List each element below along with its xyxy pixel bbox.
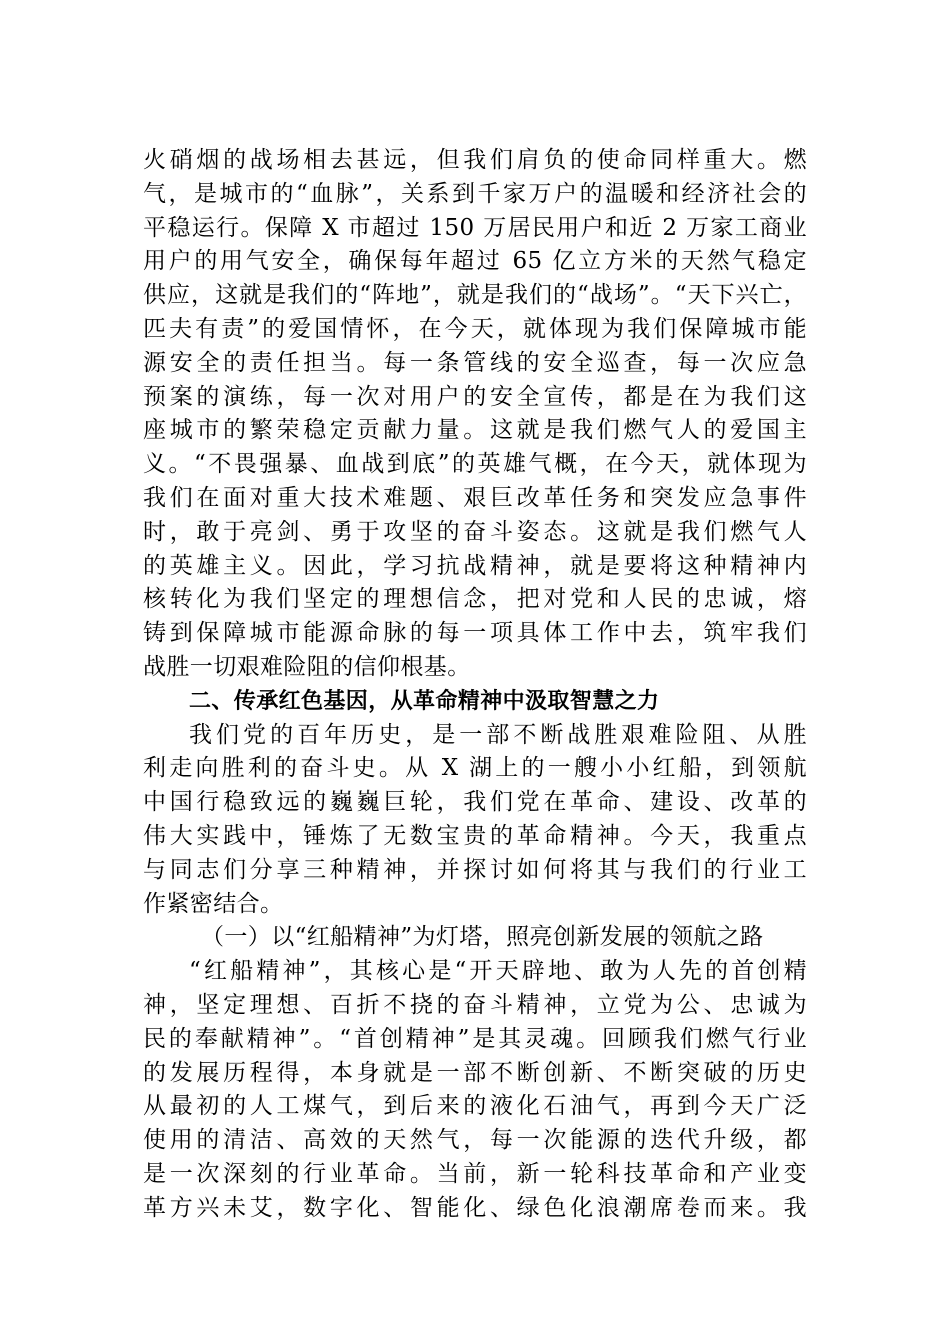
text-line: 与同志们分享三种精神，并探讨如何将其与我们的行业工: [143, 856, 807, 883]
text-line: 火硝烟的战场相去甚远，但我们肩负的使命同样重大。燃: [143, 147, 807, 173]
text-line: 铸到保障城市能源命脉的每一项具体工作中去，筑牢我们: [143, 620, 807, 647]
text-line: 民的奉献精神”。“首创精神”是其灵魂。回顾我们燃气行业: [143, 1025, 807, 1052]
text-line: 革方兴未艾，数字化、智能化、绿色化浪潮席卷而来。我: [143, 1194, 807, 1221]
paragraph-red-boat-spirit: [143, 955, 807, 1225]
text-line: “红船精神”，其核心是“开天辟地、敢为人先的首创精: [189, 958, 807, 985]
text-line: 源安全的责任担当。每一条管线的安全巡查，每一次应急: [143, 349, 807, 376]
text-line: 预案的演练，每一次对用户的安全宣传，都是在为我们这: [143, 383, 807, 410]
text-line: 中国行稳致远的巍巍巨轮，我们党在革命、建设、改革的: [143, 789, 807, 816]
text-line: 使用的清洁、高效的天然气，每一次能源的迭代升级，都: [143, 1127, 807, 1154]
text-line: 义。“不畏强暴、血战到底”的英雄气概，在今天，就体现为: [143, 451, 807, 478]
text-line: 的英雄主义。因此，学习抗战精神，就是要将这种精神内: [143, 552, 807, 579]
text-line: 供应，这就是我们的“阵地”，就是我们的“战场”。“天下兴亡，: [143, 282, 807, 309]
text-line: 伟大实践中，锤炼了无数宝贵的革命精神。今天，我重点: [143, 822, 807, 849]
text-line: 战胜一切艰难险阻的信仰根基。: [143, 653, 471, 680]
document-page: [143, 144, 807, 1226]
text-line: 座城市的繁荣稳定贡献力量。这就是我们燃气人的爱国主: [143, 417, 807, 444]
text-line: 我们在面对重大技术难题、艰巨改革任务和突发应急事件: [143, 484, 807, 511]
paragraph-continuation: [143, 144, 807, 685]
text-line: 核转化为我们坚定的理想信念，把对党和人民的忠诚，熔: [143, 586, 807, 613]
text-line: 平稳运行。保障 X 市超过 150 万居民用户和近 2 万家工商业: [143, 214, 807, 241]
text-line: 的发展历程得，本身就是一部不断创新、不断突破的历史: [143, 1059, 807, 1086]
text-line: 从最初的人工煤气，到后来的液化石油气，再到今天广泛: [143, 1093, 807, 1120]
text-line: 气，是城市的“血脉”，关系到千家万户的温暖和经济社会的: [143, 180, 807, 207]
text-line: 作紧密结合。: [143, 890, 284, 917]
paragraph-party-history: [143, 719, 807, 922]
text-line: 神，坚定理想、百折不挠的奋斗精神，立党为公、忠诚为: [143, 991, 807, 1018]
subsection-heading: （一）以“红船精神”为灯塔，照亮创新发展的领航之路: [201, 924, 764, 951]
text-line: 我们党的百年历史，是一部不断战胜艰难险阻、从胜: [189, 721, 807, 748]
text-line: 匹夫有责”的爱国情怀，在今天，就体现为我们保障城市能: [143, 315, 807, 342]
section-heading: 二、传承红色基因，从革命精神中汲取智慧之力: [189, 688, 660, 714]
text-line: 时，敢于亮剑、勇于攻坚的奋斗姿态。这就是我们燃气人: [143, 518, 807, 545]
text-line: 是一次深刻的行业革命。当前，新一轮科技革命和产业变: [143, 1160, 807, 1187]
text-line: 用户的用气安全，确保每年超过 65 亿立方米的天然气稳定: [143, 248, 807, 275]
text-line: 利走向胜利的奋斗史。从 X 湖上的一艘小小红船，到领航: [143, 755, 807, 782]
